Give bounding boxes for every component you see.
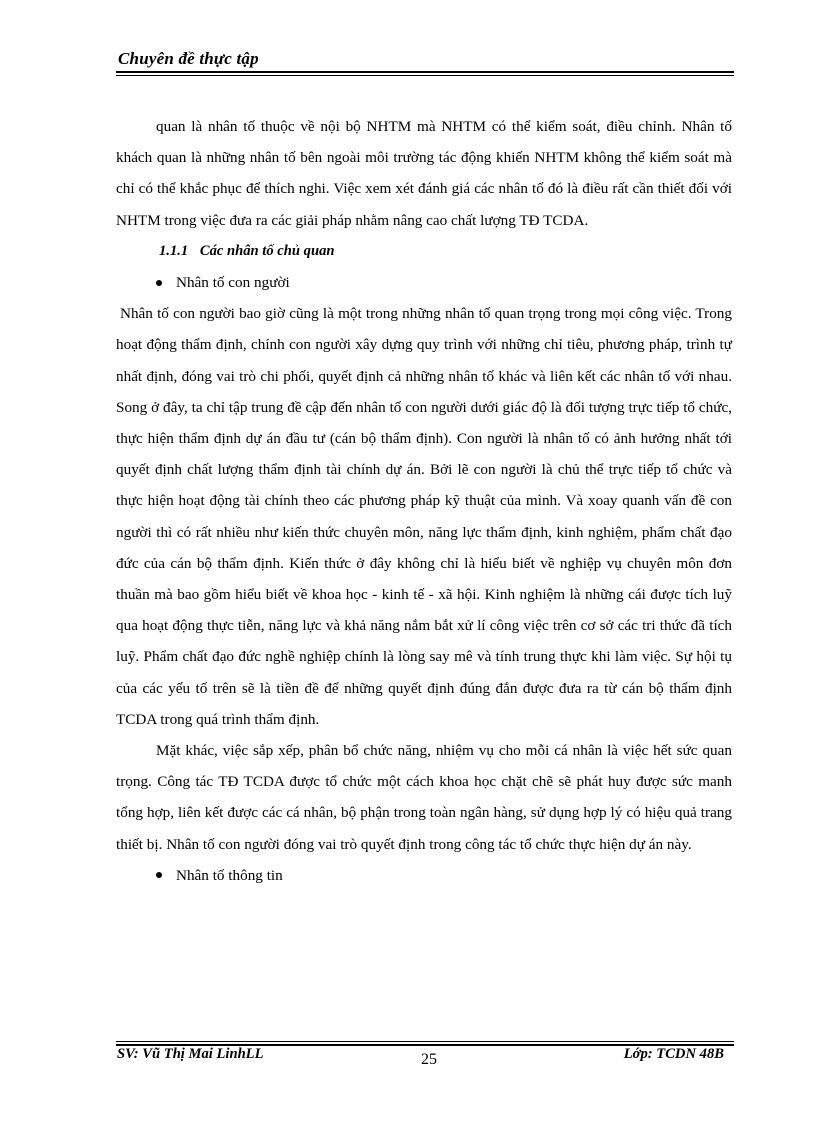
section-heading — [116, 236, 732, 267]
document-body — [116, 111, 732, 891]
bullet-dot-icon — [156, 872, 162, 878]
footer-divider-thin — [116, 1041, 734, 1042]
intro-paragraph: quan là nhân tố thuộc về nội bộ NHTM mà NHTM có thể kiểm soát, điều chỉnh. Nhân tố khách quan là những nhân tố bên ngoài môi trường tác động khiến NHTM không thể kiểm soát mà chỉ có thể khắc phục để thích nghi. Việc xem xét đánh giá các nhân tố đó là điều rất cần thiết đối với NHTM trong việc đưa ra các giải pháp nhằm nâng cao chất lượng TĐ TCDA. — [116, 118, 732, 229]
page-number: 25 — [421, 1051, 437, 1068]
footer-class: Lớp: TCDN 48B — [623, 1046, 724, 1062]
document-header-title: Chuyên đề thực tập — [118, 49, 259, 68]
bullet-label: Nhân tố thông tin — [176, 866, 283, 884]
footer-student-name: SV: Vũ Thị Mai LinhLL — [117, 1046, 264, 1062]
bullet-label: Nhân tố con người — [176, 274, 290, 292]
bullet-item-information — [116, 860, 732, 891]
header-divider-thin — [116, 75, 734, 76]
header-divider — [116, 71, 734, 73]
bullet-item-people — [116, 267, 732, 298]
section-title: Các nhân tố chủ quan — [199, 242, 335, 259]
bullet-dot-icon — [156, 280, 162, 286]
paragraph-people: Nhân tố con người bao giờ cũng là một trong những nhân tố quan trọng trong mọi công việc. Trong hoạt động thẩm định, chính con người xây dựng quy trình với những chỉ tiêu, phương pháp, trình tự nhất định, đóng vai trò chi phối, quyết định cả những nhân tố khác và liên kết các nhân tố với nhau. Song ở đây, ta chỉ tập trung đề cập đến nhân tố con người dưới giác độ là đối tượng trực tiếp tổ chức, thực hiện thẩm định dự án đầu tư (cán bộ thẩm định). Con người là nhân tố có ảnh hưởng nhất tới quyết định chất lượng thẩm định tài chính dự án. Bởi lẽ con người là chủ thể trực tiếp tổ chức và thực hiện hoạt động tài chính theo các phương pháp kỹ thuật của mình. Và xoay quanh vấn đề con người thì có rất nhiều như kiến thức chuyên môn, năng lực thẩm định, kinh nghiệm, phẩm chất đạo đức của cán bộ thẩm định. Kiến thức ở đây không chỉ là hiểu biết về nghiệp vụ chuyên môn đơn thuần mà bao gồm hiểu biết về khoa học - kinh tế - xã hội. Kinh nghiệm là những cái được tích luỹ qua hoạt động thực tiễn, năng lực và khả năng nắm bắt xử lí công việc trên cơ sở các tri thức đã tích luỹ. Phẩm chất đạo đức nghề nghiệp chính là lòng say mê và tính trung thực khi làm việc. Sự hội tụ của các yếu tố trên sẽ là tiền đề để những quyết định đúng đắn được đưa ra từ cán bộ thẩm định TCDA trong quá trình thẩm định. — [116, 305, 732, 728]
paragraph-organization: Mặt khác, việc sắp xếp, phân bổ chức năng, nhiệm vụ cho mỗi cá nhân là việc hết sức quan trọng. Công tác TĐ TCDA được tổ chức một cách khoa học chặt chẽ sẽ phát huy được sức manh tổng hợp, liên kết được các cá nhân, bộ phận trong toàn ngân hàng, sử dụng hợp lý có hiệu quả trang thiết bị. Nhân tố con người đóng vai trò quyết định trong công tác tổ chức thực hiện dự án này. — [116, 742, 732, 853]
section-number: 1.1.1 — [159, 242, 189, 259]
